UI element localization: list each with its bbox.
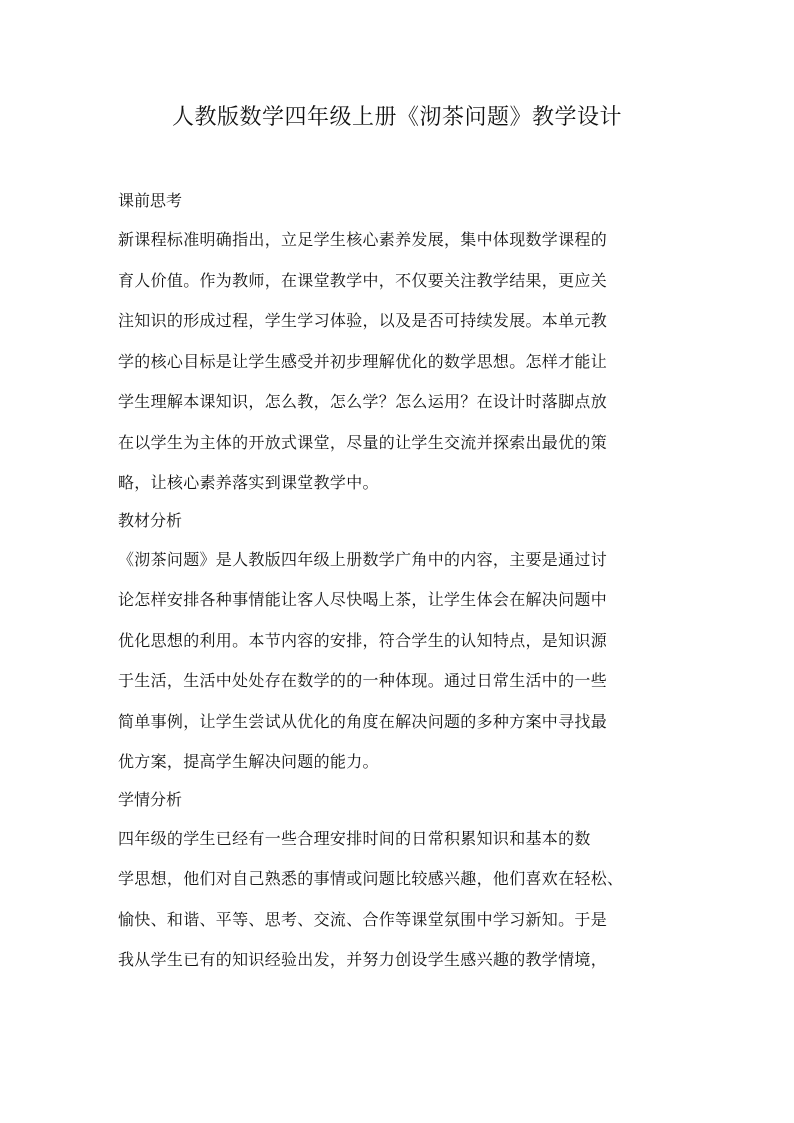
- section-heading-student-analysis: 学情分析: [118, 789, 183, 809]
- section-heading-pre-class-thinking: 课前思考: [118, 191, 183, 210]
- paragraph-line: 学生理解本课知识，怎么教，怎么学？怎么运用？在设计时落脚点放: [118, 392, 608, 411]
- paragraph-line: 论怎样安排各种事情能让客人尽快喝上茶，让学生体会在解决问题中: [118, 590, 608, 609]
- paragraph-line: 简单事例，让学生尝试从优化的角度在解决问题的多种方案中寻找最: [118, 711, 608, 731]
- paragraph-line: 于生活，生活中处处存在数学的的一种体现。通过日常生活中的一些: [118, 671, 608, 690]
- paragraph-line: 育人价值。作为教师，在课堂教学中，不仅要关注教学结果，更应关: [118, 270, 608, 290]
- section-heading-textbook-analysis: 教材分析: [118, 510, 183, 530]
- paragraph-line: 学的核心目标是让学生感受并初步理解优化的数学思想。怎样才能让: [118, 351, 608, 371]
- paragraph-line: 愉快、和谐、平等、思考、交流、合作等课堂氛围中学习新知。于是: [118, 909, 608, 929]
- paragraph-line: 《沏茶问题》是人教版四年级上册数学广角中的内容，主要是通过讨: [118, 549, 608, 569]
- paragraph-line: 略，让核心素养落实到课堂教学中。: [118, 473, 379, 492]
- section-paragraph-textbook-analysis: [118, 540, 686, 783]
- document-title: 人教版数学四年级上册《沏茶问题》教学设计: [171, 105, 622, 130]
- paragraph-line: 在以学生为主体的开放式课堂，尽量的让学生交流并探索出最优的策: [118, 432, 608, 452]
- section-paragraph-pre-class-thinking: [118, 220, 686, 504]
- paragraph-line: 我从学生已有的知识经验出发，并努力创设学生感兴趣的教学情境，: [118, 950, 608, 969]
- paragraph-line: 优方案，提高学生解决问题的能力。: [118, 752, 379, 771]
- document-body: [118, 184, 686, 981]
- paragraph-line: 优化思想的利用。本节内容的安排，符合学生的认知特点，是知识源: [118, 630, 608, 650]
- paragraph-line: 学思想，他们对自己熟悉的事情或问题比较感兴趣，他们喜欢在轻松、: [118, 869, 624, 888]
- paragraph-line: 新课程标准明确指出，立足学生核心素养发展，集中体现数学课程的: [118, 230, 608, 249]
- section-paragraph-student-analysis: [118, 819, 686, 981]
- paragraph-line: 注知识的形成过程，学生学习体验，以及是否可持续发展。本单元教: [118, 311, 608, 330]
- paragraph-line: 四年级的学生已经有一些合理安排时间的日常积累知识和基本的数: [118, 828, 591, 848]
